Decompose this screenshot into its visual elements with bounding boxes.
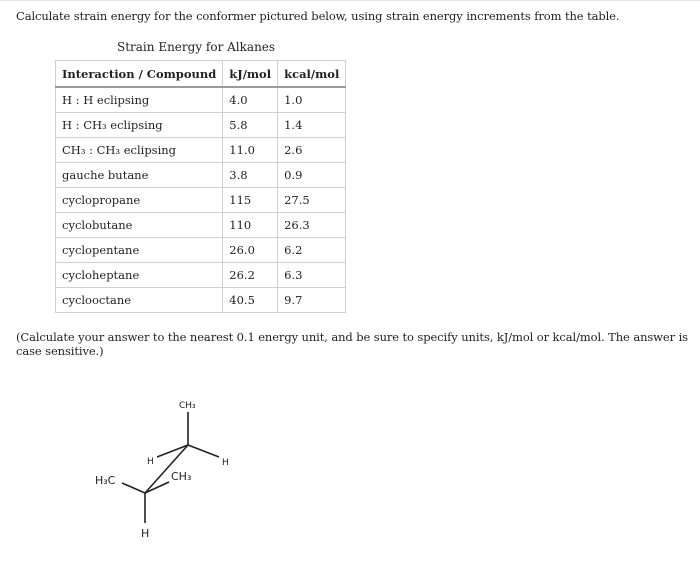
top-divider — [0, 0, 700, 1]
row-name: gauche butane — [56, 163, 223, 188]
row-kj: 26.0 — [223, 238, 278, 263]
strain-energy-table — [55, 60, 346, 313]
row-kcal: 6.3 — [278, 263, 346, 288]
row-kj: 26.2 — [223, 263, 278, 288]
row-kcal: 1.4 — [278, 113, 346, 138]
answer-instructions: (Calculate your answer to the nearest 0.1 energy unit, and be sure to specify units, kJ/mol or kcal/mol. The answer is case sensitive.) — [16, 330, 688, 358]
header-kj: kJ/mol — [223, 61, 278, 88]
table-row — [56, 263, 346, 288]
back-ch3-left-bond — [122, 483, 145, 493]
sawhorse-conformer-diagram — [85, 390, 265, 550]
table-header-row — [56, 61, 346, 88]
row-name: H : H eclipsing — [56, 87, 223, 113]
front-top-label: CH₃ — [179, 401, 196, 411]
row-kcal: 27.5 — [278, 188, 346, 213]
row-kj: 11.0 — [223, 138, 278, 163]
row-kj: 115 — [223, 188, 278, 213]
table-caption: Strain Energy for Alkanes — [117, 40, 276, 54]
row-name: cyclopropane — [56, 188, 223, 213]
row-kcal: 6.2 — [278, 238, 346, 263]
question-instruction: Calculate strain energy for the conformer pictured below, using strain energy increments from the table. — [16, 9, 620, 23]
table-row — [56, 288, 346, 313]
table-row — [56, 238, 346, 263]
row-kj: 3.8 — [223, 163, 278, 188]
header-interaction: Interaction / Compound — [56, 61, 223, 88]
table-row — [56, 188, 346, 213]
row-name: CH₃ : CH₃ eclipsing — [56, 138, 223, 163]
row-name: cycloheptane — [56, 263, 223, 288]
row-name: cyclobutane — [56, 213, 223, 238]
front-right-label: H — [222, 458, 229, 468]
row-kcal: 26.3 — [278, 213, 346, 238]
back-bottom-label: H — [141, 527, 150, 540]
back-ch3-right-bond — [145, 482, 169, 493]
front-left-label: H — [147, 457, 154, 467]
row-kcal: 1.0 — [278, 87, 346, 113]
row-kcal: 9.7 — [278, 288, 346, 313]
row-kj: 5.8 — [223, 113, 278, 138]
row-kj: 40.5 — [223, 288, 278, 313]
row-kj: 4.0 — [223, 87, 278, 113]
table-row — [56, 213, 346, 238]
header-kcal: kcal/mol — [278, 61, 346, 88]
row-kcal: 2.6 — [278, 138, 346, 163]
table-row — [56, 163, 346, 188]
back-left-label: H₃C — [95, 474, 116, 487]
central-c-c-bond — [145, 445, 188, 493]
row-kcal: 0.9 — [278, 163, 346, 188]
row-name: H : CH₃ eclipsing — [56, 113, 223, 138]
row-kj: 110 — [223, 213, 278, 238]
table-row — [56, 138, 346, 163]
back-right-label: CH₃ — [171, 470, 192, 483]
table-row — [56, 87, 346, 113]
row-name: cyclooctane — [56, 288, 223, 313]
front-h-right-bond — [188, 445, 219, 457]
row-name: cyclopentane — [56, 238, 223, 263]
table-row — [56, 113, 346, 138]
